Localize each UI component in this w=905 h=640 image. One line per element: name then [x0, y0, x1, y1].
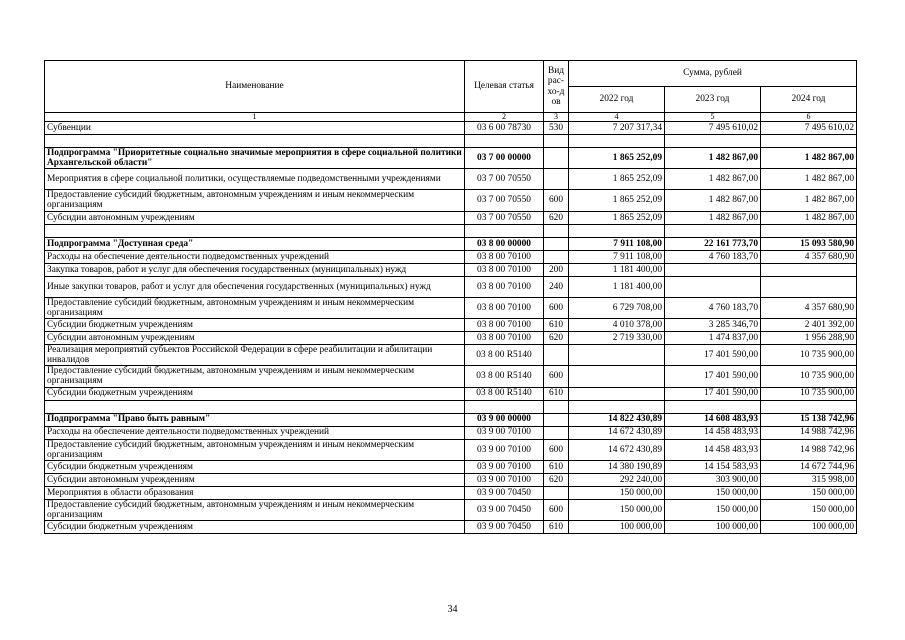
row-target-article: 03 8 00 70100 — [465, 263, 544, 276]
table-row — [45, 426, 857, 439]
row-target-article: 03 9 00 70100 — [465, 439, 544, 460]
row-amount-2022: 1 181 400,00 — [569, 276, 665, 297]
col-index-6: 6 — [761, 113, 857, 122]
blank-cell — [761, 224, 857, 237]
blank-cell — [45, 224, 465, 237]
row-amount-2022: 14 672 430,89 — [569, 426, 665, 439]
row-amount-2023: 4 760 183,70 — [665, 250, 761, 263]
row-amount-2023: 303 900,00 — [665, 473, 761, 486]
row-expense-type — [544, 250, 569, 263]
row-amount-2024: 10 735 900,00 — [761, 387, 857, 400]
row-amount-2022: 6 729 708,00 — [569, 297, 665, 318]
row-amount-2024: 14 988 742,96 — [761, 426, 857, 439]
row-amount-2022: 14 380 190,89 — [569, 460, 665, 473]
row-amount-2023: 17 401 590,00 — [665, 344, 761, 365]
row-amount-2022: 7 207 317,34 — [569, 122, 665, 135]
blank-cell — [45, 400, 465, 413]
table-row — [45, 263, 857, 276]
row-amount-2022: 292 240,00 — [569, 473, 665, 486]
row-amount-2023: 4 760 183,70 — [665, 297, 761, 318]
header-name: Наименование — [45, 61, 465, 113]
row-amount-2022: 14 822 430,89 — [569, 413, 665, 426]
row-amount-2023: 150 000,00 — [665, 486, 761, 499]
row-expense-type — [544, 413, 569, 426]
row-target-article: 03 8 00 70100 — [465, 318, 544, 331]
row-amount-2022 — [569, 387, 665, 400]
col-index-4: 4 — [569, 113, 665, 122]
row-name: Субсидии автономным учреждениям — [45, 211, 465, 224]
row-expense-type — [544, 344, 569, 365]
row-amount-2022: 1 181 400,00 — [569, 263, 665, 276]
row-target-article: 03 8 00 R5140 — [465, 366, 544, 387]
subprogram-row — [45, 148, 857, 169]
header-year-2022: 2022 год — [569, 87, 665, 113]
budget-table — [44, 60, 857, 534]
table-row — [45, 250, 857, 263]
blank-row — [45, 224, 857, 237]
blank-cell — [569, 224, 665, 237]
blank-cell — [569, 135, 665, 148]
blank-cell — [544, 224, 569, 237]
table-row — [45, 122, 857, 135]
row-amount-2023: 3 285 346,70 — [665, 318, 761, 331]
row-name: Расходы на обеспечение деятельности подведомственных учреждений — [45, 250, 465, 263]
row-expense-type — [544, 148, 569, 169]
row-expense-type: 600 — [544, 499, 569, 520]
row-amount-2023: 1 482 867,00 — [665, 190, 761, 211]
row-name: Предоставление субсидий бюджетным, автономным учреждениям и иным некоммерческим организациям — [45, 366, 465, 387]
table-row — [45, 521, 857, 534]
row-name: Мероприятия в области образования — [45, 486, 465, 499]
blank-cell — [761, 135, 857, 148]
row-amount-2024: 10 735 900,00 — [761, 366, 857, 387]
row-amount-2024: 4 357 680,90 — [761, 250, 857, 263]
row-amount-2022: 14 672 430,89 — [569, 439, 665, 460]
row-amount-2023: 17 401 590,00 — [665, 387, 761, 400]
row-amount-2022: 7 911 108,00 — [569, 237, 665, 250]
blank-row — [45, 135, 857, 148]
row-amount-2023: 22 161 773,70 — [665, 237, 761, 250]
row-name: Закупка товаров, работ и услуг для обеспечения государственных (муниципальных) нужд — [45, 263, 465, 276]
table-row — [45, 169, 857, 190]
row-amount-2023: 100 000,00 — [665, 521, 761, 534]
row-amount-2022: 2 719 330,00 — [569, 331, 665, 344]
row-name: Предоставление субсидий бюджетным, автономным учреждениям и иным некоммерческим организациям — [45, 297, 465, 318]
row-expense-type: 610 — [544, 318, 569, 331]
row-name: Предоставление субсидий бюджетным, автономным учреждениям и иным некоммерческим организациям — [45, 439, 465, 460]
row-amount-2022: 1 865 252,09 — [569, 211, 665, 224]
row-amount-2024: 14 988 742,96 — [761, 439, 857, 460]
row-amount-2024: 1 956 288,90 — [761, 331, 857, 344]
row-name: Подпрограмма "Доступная среда" — [45, 237, 465, 250]
blank-cell — [761, 400, 857, 413]
row-name: Мероприятия в сфере социальной политики, осуществляемые подведомственными учреждениями — [45, 169, 465, 190]
table-row — [45, 499, 857, 520]
row-amount-2023: 14 608 483,93 — [665, 413, 761, 426]
page-number: 34 — [447, 604, 458, 615]
row-amount-2023: 150 000,00 — [665, 499, 761, 520]
row-target-article: 03 8 00 R5140 — [465, 387, 544, 400]
row-amount-2023: 1 474 837,00 — [665, 331, 761, 344]
row-target-article: 03 7 00 70550 — [465, 211, 544, 224]
row-name: Субвенции — [45, 122, 465, 135]
col-index-1: 1 — [45, 113, 465, 122]
row-target-article: 03 9 00 70100 — [465, 473, 544, 486]
subprogram-row — [45, 237, 857, 250]
col-index-5: 5 — [665, 113, 761, 122]
row-name: Субсидии бюджетным учреждениям — [45, 387, 465, 400]
row-target-article: 03 8 00 70100 — [465, 331, 544, 344]
col-index-3: 3 — [544, 113, 569, 122]
table-row — [45, 473, 857, 486]
row-expense-type: 610 — [544, 460, 569, 473]
header-vid: Вид рас-хо-дов — [544, 61, 569, 113]
table-row — [45, 344, 857, 365]
row-name: Иные закупки товаров, работ и услуг для обеспечения государственных (муниципальных) нужд — [45, 276, 465, 297]
row-amount-2023: 14 154 583,93 — [665, 460, 761, 473]
table-row — [45, 276, 857, 297]
row-amount-2023 — [665, 276, 761, 297]
row-target-article: 03 6 00 78730 — [465, 122, 544, 135]
row-amount-2023: 14 458 483,93 — [665, 439, 761, 460]
row-amount-2024: 150 000,00 — [761, 499, 857, 520]
table-row — [45, 366, 857, 387]
row-amount-2022 — [569, 366, 665, 387]
row-amount-2023: 17 401 590,00 — [665, 366, 761, 387]
row-name: Подпрограмма "Приоритетные социально значимые мероприятия в сфере социальной политики Архангельской области" — [45, 148, 465, 169]
table-row — [45, 211, 857, 224]
row-expense-type: 600 — [544, 366, 569, 387]
blank-cell — [45, 135, 465, 148]
row-expense-type: 620 — [544, 331, 569, 344]
row-amount-2022: 1 865 252,09 — [569, 190, 665, 211]
table-row — [45, 439, 857, 460]
budget-table-body — [45, 61, 857, 534]
row-amount-2022: 7 911 108,00 — [569, 250, 665, 263]
row-expense-type: 530 — [544, 122, 569, 135]
blank-cell — [544, 135, 569, 148]
row-target-article: 03 8 00 R5140 — [465, 344, 544, 365]
row-amount-2023: 1 482 867,00 — [665, 169, 761, 190]
row-amount-2022 — [569, 344, 665, 365]
row-amount-2022: 4 010 378,00 — [569, 318, 665, 331]
row-name: Предоставление субсидий бюджетным, автономным учреждениям и иным некоммерческим организациям — [45, 190, 465, 211]
row-amount-2022: 1 865 252,09 — [569, 148, 665, 169]
row-target-article: 03 8 00 70100 — [465, 297, 544, 318]
row-expense-type: 620 — [544, 473, 569, 486]
row-target-article: 03 9 00 00000 — [465, 413, 544, 426]
table-row — [45, 318, 857, 331]
header-row-top — [45, 61, 857, 87]
row-target-article: 03 8 00 70100 — [465, 250, 544, 263]
header-year-2023: 2023 год — [665, 87, 761, 113]
row-amount-2022: 100 000,00 — [569, 521, 665, 534]
column-index-row — [45, 113, 857, 122]
row-name: Субсидии бюджетным учреждениям — [45, 521, 465, 534]
row-expense-type — [544, 486, 569, 499]
row-target-article: 03 8 00 70100 — [465, 276, 544, 297]
row-expense-type: 620 — [544, 211, 569, 224]
row-amount-2024: 100 000,00 — [761, 521, 857, 534]
col-index-2: 2 — [465, 113, 544, 122]
blank-cell — [465, 224, 544, 237]
row-target-article: 03 9 00 70450 — [465, 499, 544, 520]
row-name: Субсидии бюджетным учреждениям — [45, 460, 465, 473]
row-target-article: 03 7 00 70550 — [465, 169, 544, 190]
row-amount-2024: 15 138 742,96 — [761, 413, 857, 426]
blank-row — [45, 400, 857, 413]
blank-cell — [465, 400, 544, 413]
row-expense-type: 610 — [544, 521, 569, 534]
row-expense-type: 600 — [544, 297, 569, 318]
row-amount-2024: 15 093 580,90 — [761, 237, 857, 250]
row-expense-type — [544, 169, 569, 190]
row-name: Реализация мероприятий субъектов Российской Федерации в сфере реабилитации и абилитации инвалидов — [45, 344, 465, 365]
row-amount-2024 — [761, 276, 857, 297]
row-amount-2022: 150 000,00 — [569, 486, 665, 499]
row-amount-2023: 1 482 867,00 — [665, 148, 761, 169]
table-row — [45, 190, 857, 211]
row-target-article: 03 9 00 70450 — [465, 521, 544, 534]
row-name: Субсидии автономным учреждениям — [45, 473, 465, 486]
header-article: Целевая статья — [465, 61, 544, 113]
row-target-article: 03 7 00 70550 — [465, 190, 544, 211]
row-expense-type — [544, 237, 569, 250]
blank-cell — [465, 135, 544, 148]
row-amount-2024: 150 000,00 — [761, 486, 857, 499]
row-name: Субсидии автономным учреждениям — [45, 331, 465, 344]
header-sum: Сумма, рублей — [569, 61, 857, 87]
row-expense-type: 240 — [544, 276, 569, 297]
table-row — [45, 297, 857, 318]
table-row — [45, 387, 857, 400]
row-amount-2024: 4 357 680,90 — [761, 297, 857, 318]
blank-cell — [665, 135, 761, 148]
row-amount-2024: 315 998,00 — [761, 473, 857, 486]
row-name: Расходы на обеспечение деятельности подведомственных учреждений — [45, 426, 465, 439]
subprogram-row — [45, 413, 857, 426]
row-target-article: 03 9 00 70100 — [465, 426, 544, 439]
row-expense-type — [544, 426, 569, 439]
table-row — [45, 460, 857, 473]
row-amount-2024: 7 495 610,02 — [761, 122, 857, 135]
row-target-article: 03 7 00 00000 — [465, 148, 544, 169]
row-expense-type: 600 — [544, 439, 569, 460]
row-amount-2024 — [761, 263, 857, 276]
blank-cell — [665, 400, 761, 413]
row-amount-2024: 1 482 867,00 — [761, 148, 857, 169]
row-expense-type: 610 — [544, 387, 569, 400]
table-row — [45, 331, 857, 344]
row-name: Субсидии бюджетным учреждениям — [45, 318, 465, 331]
row-amount-2022: 1 865 252,09 — [569, 169, 665, 190]
row-amount-2022: 150 000,00 — [569, 499, 665, 520]
blank-cell — [544, 400, 569, 413]
row-name: Предоставление субсидий бюджетным, автономным учреждениям и иным некоммерческим организациям — [45, 499, 465, 520]
row-target-article: 03 8 00 00000 — [465, 237, 544, 250]
table-row — [45, 486, 857, 499]
row-amount-2024: 1 482 867,00 — [761, 190, 857, 211]
row-target-article: 03 9 00 70450 — [465, 486, 544, 499]
row-expense-type: 200 — [544, 263, 569, 276]
blank-cell — [665, 224, 761, 237]
row-name: Подпрограмма "Право быть равным" — [45, 413, 465, 426]
row-expense-type: 600 — [544, 190, 569, 211]
header-year-2024: 2024 год — [761, 87, 857, 113]
row-amount-2023 — [665, 263, 761, 276]
row-amount-2023: 1 482 867,00 — [665, 211, 761, 224]
row-amount-2024: 10 735 900,00 — [761, 344, 857, 365]
row-amount-2024: 1 482 867,00 — [761, 211, 857, 224]
row-target-article: 03 9 00 70100 — [465, 460, 544, 473]
row-amount-2023: 7 495 610,02 — [665, 122, 761, 135]
row-amount-2023: 14 458 483,93 — [665, 426, 761, 439]
blank-cell — [569, 400, 665, 413]
row-amount-2024: 2 401 392,00 — [761, 318, 857, 331]
row-amount-2024: 14 672 744,96 — [761, 460, 857, 473]
row-amount-2024: 1 482 867,00 — [761, 169, 857, 190]
